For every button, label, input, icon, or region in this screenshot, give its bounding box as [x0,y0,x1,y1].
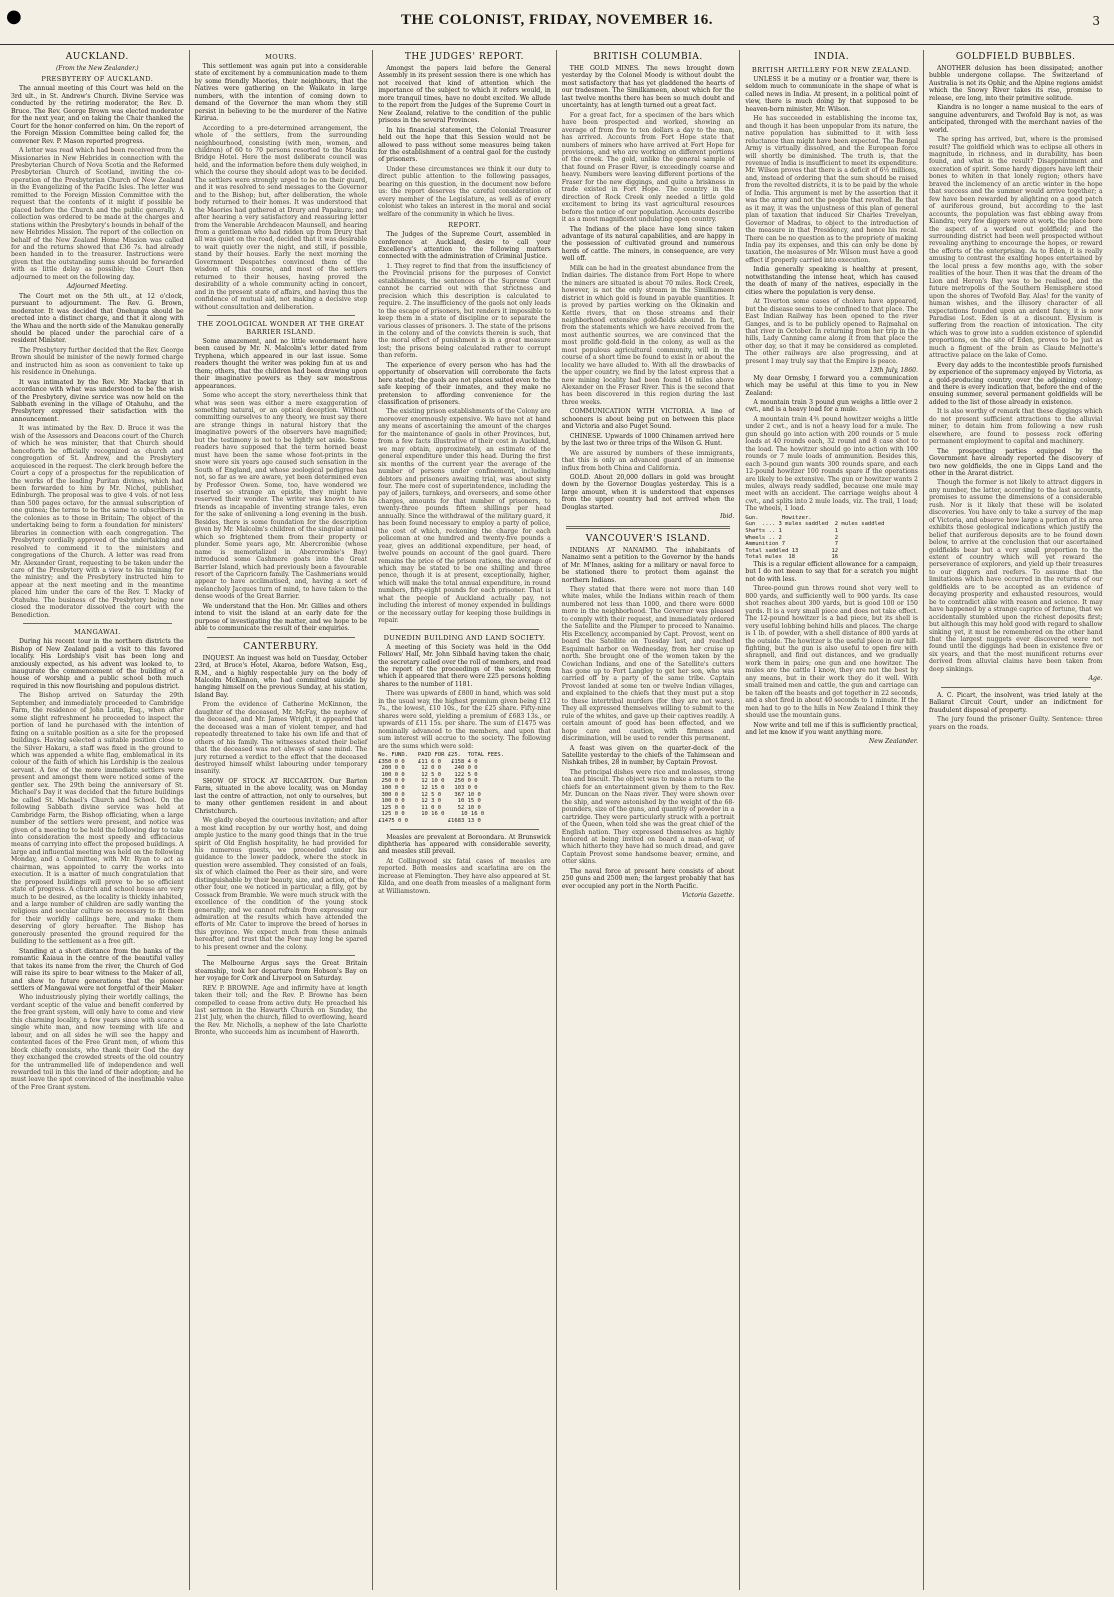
article-paragraph: Kiandra is no longer a name musical to the ears of sanguine adventurers, and Twofold Bay is not, as was anticipated, thronged with the merchant navies of the world. [928,104,1103,134]
mule-table-row: Shafts .. 1 1 [745,528,839,535]
masthead [0,0,1114,45]
newspaper-columns [6,50,1108,1590]
column-auckland [6,50,190,1590]
article-paragraph: The spring has arrived, but, where is the promised result? The goldfield which was to eclipse all others in magnitude, in richness, and in durability, has been found, and what is the result? Disappointment and execration of spirit. Some hardy diggers have left their bones to whiten in that lonely region; others have braved the inclemency of an arctic winter in the hope that success and the summer would arrive together; a few have been rewarded by alighting on a good patch of auriferous ground, but according to the last accounts, the population was fast ebbing away from Kiandra; very few diggers were at work; the place bore the aspect of a worked out goldfield; and the surrounding district had been well prospected without revealing anything to encourage the hopes, or reward the efforts of the enterprising. As to Eden, it is really amusing to contrast the exalting hopes entertained by the local press a few months ago, with the sober realities of the hour. Then it was that the dream of the Lion and Heron's Bay was to be realised, and the future metropolis of the Southern Hemisphere stood upon the shores of Twofold Bay. Alas! for the vanity of human wishes, and the illusory character of all expectations founded upon an ardent fancy, it is now Paradise Lost. Eden is at a discount. Elysium is suffering from the reaction of intoxication. The city which was to grow into a sudden existence of splendid proportions, on the site of Eden, proves to be just as much a figment of the brain as Claude Melnotte's attractive palace on the lake of Como. [928,136,1103,360]
article-paragraph: A meeting of this Society was held in the Odd Fellows' Hall, Mr. John Sibbald having taken the chair, the secretary called over the roll of members, and read the report of the proceedings of the society, from which it appeared that there were 225 persons holding shares to the number of 1181. [378,643,551,688]
article-paragraph: The Court met on the 5th ult., at 12 o'clock, pursuant to adjournment. The Rev. G. Brown, moderator. It was decided that Onehunga should be erected into a distinct charge, and that it along with the Whau and the north side of the Manukau generally should be placed under the parochial care of a resident Minister. [11,292,184,345]
article-paragraph: A mountain train 3 pound gun weighs a little over 2 cwt., and is a heavy load for a mule. [745,399,918,414]
share-table-row: 250 0 0 12 10 0 250 0 0 [378,778,478,785]
mule-table-row: Ammunition 7 7 [745,541,839,548]
section-source: (From the New Zealander.) [55,65,139,72]
article-paragraph: According to a pre-determined arrangement, the whole of the settlers, from the surrounding neighbourhood, consisting (with men, women, and children) of 60 to 70 persons resorted to the Mauku Bridge Hotel. Here the most deliberate council was held, and the information before them duly weighed, in which the course they should adopt was to be decided. The settlers were strongly urged to be on their guard, and it was resolved to send messages to the Governor and to the Bishop; but, after deliberation, the whole body returned to their homes. It was understood that the Maories had gathered at Drury and Papakura; and after hearing a very satisfactory and reassuring letter from the Venerable Archdeacon Maunsell, and hearing from a gentleman who had ridden up from Drury that all was quiet on the road, decided that it was desirable to wait quietly over the night, and still, if possible, stand by their houses. Early the next morning the Government Despatches convinced them of the wisdom of this course, and most of the settlers returned to their houses, having proved the desirability of a whole community acting in concert, and in the present state of affairs, and having thus the confidence of mutual aid, not making a decisive step without consultation and deliberation. [194,124,368,311]
article-paragraph: It was intimated by the Rev. Mr. Mackay that in accordance with what was understood to be the wish of the Presbytery, divine service was now held on the Sabbath evening in the village of Otahuhu, and the Presbytery expressed their satisfaction with the announcement. [11,378,184,423]
page-title: THE COLONIST, FRIDAY, NOVEMBER 16. [401,12,713,28]
article-paragraph: This settlement was again put into a considerable state of excitement by a communication made to them by some friendly Maories, their neighbours, that the Natives were gathering on the Waikato in large numbers, with the intention of coming down to demand of the Governor the man whom they still persist in believing to be the murderer of the Native Kirirua. [194,63,368,123]
article-paragraph: ANOTHER delusion has been dissipated; another bubble undergone collapse. The Switzerland of Australia is not its Ophir, and the Alpine regions amidst which the Snowy River takes its rise, promise to release, ere long, into their primitive solitude. [928,65,1103,102]
article-paragraph: From the evidence of Catherine McKinnon, the daughter of the deceased, Mr. McFay, the nephew of the deceased, and Mr. James Wright, it appeared that the deceased was a man of violent temper, and had repeatedly threatened to take his own life and that of others of his family. The witnesses stated their belief that the deceased was not always of sane mind. The jury returned a verdict to the effect that the deceased destroyed himself whilst labouring under temporary insanity. [194,701,368,776]
column-auckland-continued [190,50,374,1590]
article-paragraph: A. C. Picart, the insolvent, was tried lately at the Ballarat Circuit Court, under an indictment for fraudulent disposal of property. [928,691,1103,714]
article-paragraph: India generally speaking is healthy at present, notwithstanding the intense heat, which has caused the death of many of the natives, especially in the cities where the population is very dense. [745,266,918,296]
article-subheading: PRESBYTERY OF AUCKLAND. [41,75,154,84]
section-divider [23,623,172,624]
share-table-total: £1475 0 0 £1683 13 0 [378,817,481,824]
share-table-row: 100 0 0 12 3 0 10 15 0 [378,798,481,805]
share-table-row: 200 0 0 12 0 0 240 0 0 [378,765,478,772]
share-table-row: 125 0 0 11 0 0 52 10 0 [378,804,481,811]
article-paragraph: It is also worthy of remark that these diggings which do not present sufficient attractions to the alluvial miner, to detain him from following a new rush elsewhere, are found to possess rock offering permanent employment to capital and machinery. [928,408,1103,446]
article-paragraph: Standing at a short distance from the banks of the romantic Kaiaua in the centre of the beautiful valley that takes its name from the river, the Church of God will raise its spire to bear witness to the Maker of all, and shew to future generations that the pioneer settlers of Mangawai were not forgetful of their Maker. [11,947,184,993]
mule-table-row: Total saddled 13 12 [745,547,839,554]
article-credit: Victoria Gazette. [682,892,735,900]
section-heading: THE JUDGES' REPORT. [404,52,525,62]
article-paragraph: The naval force at present here consists of about 250 guns and 2500 men; the largest probably that has ever occupied any port in the North Pacific. [561,867,735,890]
article-paragraph: INDIANS AT NANAIMO. The inhabitants of Nanaimo sent a petition to the Governor by the hands of Mr. M'Innes, asking for a military or naval force to be stationed there to protect them against the northern Indians. [561,546,735,584]
section-heading: CANTERBURY. [243,641,319,652]
article-paragraph: It was intimated by the Rev. D. Bruce it was the wish of the Assessors and Deacons court of the Church of which he was minister, that that Church should henceforth be officially recognized as church and congregation of St. Andrew, and the Presbytery acquiesced in the request. The clerk brough before the Court a copy of a prospectus for the republication of the works of the leading Puritan divines, which had been forwarded to him by Mr. Nichol, publisher, Edinburgh. The proposal was to give 4 vols. of not less than 500 pages octavo, for the annual subscription of one guinea; the terms to be the same to subscribers in the colonies as to those in Britain; The object of the undertaking being to form a foundation for ministers' libraries in connection with each congregation. The Presbytery cordially approved of the undertaking and resolved to commend it to the ministers and congregations of the Church. A letter was read from Mr. Alexander Grant, requesting to be taken under the care of the Presbytery with a view to his training for the ministry; and the Presbytery instructed him to appear at the next meeting and in the meantime placed him under the care of the Rev. T. Macky of Otahuhu. The business of the Presbytery being now closed the moderator dissolved the court with the Benediction. [11,425,184,619]
article-paragraph: At Collingwood six fatal cases of measles are reported. Both measles and scarlatina are on the increase at Flemington. They have also appeared at St. Kilda, and one death from measles of a malignant form at Williamstown. [378,857,551,895]
article-paragraph: INQUEST. An inquest was held on Tuesday, October 23rd, at Bruce's Hotel, Akaroa, before Watson, Esq., R.M., and a highly respectable jury on the body of Malcolm McKinnon, who had committed suicide by hanging himself on the previous Sunday, at his station, Island Bay. [194,654,368,699]
article-paragraph: He has succeeded in establishing the income tax, and though it has been unpopular from its nature, the native population has submitted to it with less reluctance than might have been expected. The Bengal Army is virtually dissolved, and the European force will shortly be diminished. The truth is, that the revenue of India is insufficient to meet its expenditure. Mr. Wilson proves that there is a deficit of 6½ millions, and, instead of ordering that the sum should be raised from the revolted districts, it is to be paid by the whole of India. This argument is met by the assertion that it was the army and not the people that revolted. Be that as it may, it was the unjustness of this plan of general plan of taxation that induced Sir Charles Trevelyan, Governor of Madras, to object to the introduction of the measure in that Presidency, and hence his recal. There can be no question as to the propriety of making India pay its expenses, and this can only be done by taxation, the measures of Mr. Wilson must have a good effect if properly carried into execution. [745,115,918,264]
article-paragraph: The annual meeting of this Court was held on the 3rd ult., in St. Andrew's Church. Divine Service was conducted by the retiring moderator, the Rev. D. Bruce. The Rev. George Brown was elected moderator for the next year, and on taking the Chair thanked the Court for the honor conferred on him. On the report of the Foreign Mission Committee being called for, the convener Rev. P. Mason reported progress. [11,85,184,145]
article-paragraph: A mountain train 4⅗ pound howitzer weighs a little under 2 cwt., and is not a heavy load for a mule. The gun should go into action with 200 rounds or 5 mule loads at 40 rounds each, 32 round and 8 case shot to the load. The howitzer should go into action with 100 rounds or 7 mule loads of ammunition. Besides this, each 3-pound gun wants 300 rounds spare, and each 12-pound howitzer 100 rounds spare if the operations are likely to be extensive. The gun or howitzer wants 2 mules, always ready saddled, because one mule may meet with an accident. The carriage weighs about 4 cwt., and splits into 2 mule loads, viz. The trail, 1 load; The wheels, 1 load. [745,415,918,513]
article-paragraph: COMMUNICATION WITH VICTORIA. A line of schooners is about being put on between this place and Victoria and also Puget Sound. [561,408,735,431]
article-paragraph: 1. They regret to find that from the insufficiency of the Provincial prisons for the purposes of Convict establishments, the sentences of the Supreme Court cannot be carried out with that strictness and precision which this description is calculated to require. 2. The insufficiency of the gaols not only leads to the escape of prisoners, but renders it impossible to keep them in a state of discipline or to separate the various classes of prisoners. 3. The state of the prisons in the colony and of the convicts therein is such, that the moral effect of punishment is in a great measure lost; the prisons being calculated rather to corrupt than reform. [378,262,551,360]
article-heading: THE ZOOLOGICAL WONDER AT THE GREAT BARRIER ISLAND. [197,319,365,336]
section-heading: VANCOUVER'S ISLAND. [585,533,711,544]
section-divider [207,315,356,316]
article-subheading: Adjourned Meeting. [66,283,128,291]
article-paragraph: In his financial statement, the Colonial Treasurer held out the hope that this Session would not be allowed to pass without some measures being taken for the establishment of a central gaol for the custody of prisoners. [378,126,551,164]
article-paragraph: SHOW OF STOCK AT RICCARTON. Our Barton Farm, situated in the above locality, was on Monday last the centre of attraction, not only to ourselves, but to many other gentlemen resident in and about Christchurch. [194,777,368,815]
article-paragraph: During his recent tour in the northern districts the Bishop of New Zealand paid a visit to this favored locality. His Lordship's visit has been long and anxiously expected, as his advent was looked to, to inaugurate the commencement of the building of a house of worship and a public school both much required in this now flourishing and populous district. [11,638,184,690]
article-paragraph: Milk can be had in the greatest abundance from the Indian dairies. The distance from Fort Hope to where the miners are situated is about 70 miles. Rock Creek, however, is not the only stream in the Similkameen district in which gold is found in payable quantities. It is proved by parties working on the Okinakin and Kettle rivers, that on those streams and their neighborhood extensive gold-fields abound. In fact, from the statements which we have received from the most authentic sources, we are convinced that the most prolific gold-field in the colony, as well as the most populous agricultural community, will in the course of a short time be found to exist in or about the locality we have alluded to. With all the drawbacks of the upper country, we find by the latest express that a new mining locality had been found 16 miles above Alexander on the Fraser River. This is the second that has been discovered in this region during the last three weeks. [561,264,735,406]
article-paragraph: THE GOLD MINES. The news brought down yesterday by the Colonel Moody is without doubt the most satisfactory that has yet gladdened the hearts of our tradesmen. The Similkameen, about which for the last twelve months there has been so much doubt and uncertainty, has at length turned out a great fact. [561,65,735,110]
article-paragraph: The principal dishes were rice and molasses, strong tea and biscuit. The object was to make a return to the chiefs for an entertainment given by them to the Rev. Mr. Duncan on the Naas river. They were shown over the ship, and were astonished by the weight of the 68-pounders, size of the guns, and quantity of powder in a cartridge. They were particularly struck with a portrait of the Queen, when told she was the great chief of the English nation. They expressed themselves as highly honored at being invited on board a man-of-war, of which hitherto they have had so much dread, and gave Captain Provost some handsome beaver, ermine, and otter skins. [561,768,735,866]
section-heading: AUCKLAND. [65,52,129,62]
article-paragraph: REV. P. BROWNE. Age and infirmity have at length taken their toll; and the Rev. P. Browne has been compelled to cease from active duty. He preached his last sermon in the Hawarth Church on Sunday, the 21st July, when the church, filled to overflowing, heard the Rev. Mr. Nicholls, a nephew of the late Charlotte Bronte, who succeeds him as incumbent of Haworth. [194,984,368,1037]
section-divider [390,629,539,630]
share-table-row: 100 0 0 12 5 0 122 5 0 [378,771,478,778]
article-subheading: MOURS. [265,53,297,61]
article-subheading: BRITISH ARTILLERY FOR NEW ZEALAND. [751,66,912,74]
article-paragraph: The Indians of the place have long since taken advantage of its natural capabilities, and are happy in the possession of cultivated ground and numerous herds of cattle. The miners, in consequence, are very well off. [561,225,735,263]
article-paragraph: At Tiverton some cases of cholera have appeared, but the disease seems to be confined to that place. The East Indian Railway has been opened to the river Ganges, and is to be publicly opened to Rajmahal on that river in October. In returning from her trip in the hills, Lady Canning came along it from that place the other day, so that it may be considered as completed. The other railways are also progressing, and at present I may truly say that the Empire is peace. [745,298,918,365]
share-table-header: No. FUND. PAID FOR £25. TOTAL FEES. [378,751,505,758]
article-paragraph: Three-pound gun throws round shot very well to 800 yards, and sufficiently well to 900 yards. Its case shot reaches about 300 yards, but is good 100 or 150 yards. It is a very small piece and does not take effect. The 12-pound howitzer is a bad piece, but its shell is very useful lobbing behind hills and places. The charge is 1 lb. of powder, with a shell distance of 800 yards at the outside. The howitzer is the useful piece in our hill-fighting, but the gun is also useful to open fire with shrapnell, and find out distances, and we gradually work them in pairs; one gun and one howitzer. The mules are the cattle I know, they are not the best by any means, but in their work they do it well. With small trained men and cattle, the gun and carriage can be taken off the beasts and got together in 22 seconds, and a shot fired in about 40 seconds to 1 minute. If the men had to go to the hills in New Zealand I think they should use the mountain guns. [745,585,918,720]
article-paragraph: Some who accept the story, nevertheless think that what was seen was either a mere exaggeration of something natural, or an optical deception. Without committing ourselves to any theory, we must say there are strange things in natural history that the imaginative powers of the observers have magnified; but the testimony is not to be lightly set aside. Some readers have supposed that the term horned beast must have been the same whose foot-prints in the snow were six years ago caused such sensation in the South of England, and whose zoological pedigree has not, so far as we are aware, yet been determined even by Professor Owen. Some, too, have wondered we inserted so strange an epistle, they might have reserved their wonder. The writer was known to his friends as incapable of inventing strange tales, even for the sake of enlivening a long evening in the bush. Besides, there is some foundation for the description given by Mr. Malcolm's children of the singular animal which so frightened them from their property or plunder. Some years ago, Mr. Abercrombie (whose name is memorialized in Abercrombie's Bay) introduced some Cashmere goats into the Great Barrier Island, which had previously been a favourable resort of the Capricorn family. The Cashmerians would appear to have acclimatised, and, having a sort of melancholy Jacques turn of mind, to have taken to the dense woods of the Great Barrier. [194,392,368,601]
article-subheading: MANGAWAI. [74,628,121,637]
share-table-row: 125 0 0 10 16 0 10 16 0 [378,811,485,818]
section-divider [390,829,539,830]
article-paragraph: Now write and tell me if this is sufficiently practical, and let me know if you want anything more. [745,721,918,736]
ink-blot-icon: ● [6,6,22,27]
page-number: 3 [1092,14,1100,28]
article-paragraph: The Judges of the Supreme Court, assembled in conference at Auckland, desire to call your Excellency's attention to the following matters connected with the administration of Criminal Justice. [378,231,551,261]
column-judges-report [373,50,557,1590]
article-subheading: REPORT. [448,221,481,230]
section-heading: INDIA. [814,52,850,62]
article-paragraph: The existing prison establishments of the Colony are moreover enormously expensive. We have not at hand any means of ascertaining the amount of the charges for the maintenance of gaols in other Provinces, but, from a few facts illustrative of their cost in Auckland, we may obtain, approximately, an estimate of the general expenditure under this head. During the first six months of the current year the average of the number of persons under confinement, including debtors and prisoners awaiting trial, was about sixty four. The mere cost of superintendence, including the pay of jailers, turnkeys, and overseers, and some other charges, amounts for that number of prisoners, to twenty-three pounds fifteen shillings per head annually. Since the withdrawal of the military guard, it has been found necessary to employ a party of police, the cost of which, reckoning the charge for each policeman at one hundred and twenty-five pounds a year, gives an additional expenditure, per head, of twelve pounds on account of the gaol guard. There remains the price of the prison rations, the average of which may be stated to be one shilling and three pence, though it is at present, exceptionally, higher, which will make the total annual expenditure, in round numbers, fifty-eight pounds for each prisoner. That is what the people of Auckland actually pay, not including the interest of money expended in buildings or the necessary outlay for keeping those buildings in repair. [378,408,551,625]
article-credit: New Zealander. [868,738,918,746]
article-paragraph: Every day adds to the incontestible proofs furnished by experience of the supremacy enjoyed by Victoria, as a gold-producing country, over the adjoining colony; and there is every indication that, before the end of the ensuing summer, several permanent goldfields will be added to the list of those already in existence. [928,361,1103,406]
article-paragraph: Some amazement, and no little wonderment have been caused by Mr. N. Malcolm's letter dated from Tryphena, which appeared in our last issue. Some readers thought the writer was poking fun at us and them; others, that the children had been drawing upon their imaginative powers as they saw monstrous appearances. [194,337,368,390]
letter-date: 13th July, 1860. [869,367,918,375]
mule-table-header: Gun. Howitzer. [745,514,812,521]
article-paragraph: Amongst the papers laid before the General Assembly in its present session there is one which has not received that kind of attention which the importance of the subject to which it refers would, in more tranquil times, have no doubt excited. We allude to the report from the Judges of the Supreme Court in New Zealand, relative to the condition of the public prisons in the several Provinces. [378,65,551,125]
article-paragraph: There was upwards of £800 in hand, which was sold in the usual way, the highest premium given being £12 7s., the lowest, £10 10s., for the £25 share. Fifty-nine shares were sold, yielding a premium of £683 13s., or upwards of £11 15s. per share. The sum of £1475 was nominally advanced to the members, and upon that sum interest will accrue to the society. The following are the sums which were sold: [378,690,551,750]
article-paragraph: The Presbytery further decided that the Rev. George Brown should be minister of the newly formed charge and instructed him as soon as convenient to take up his residence in Onehunga. [11,346,184,377]
article-paragraph: For a great fact, for a specimen of the bars which have been prospected and worked, showing an average of from five to ten dollars a day to the man, has arrived. Accounts from Fort Hope state that numbers of miners who have arrived at Fort Hope for provisions, and who are working on different portions of the creek. The gold, unlike the general sample of that found on Fraser River, is exceedingly coarse and heavy. Numbers were leaving different portions of the Fraser for the new diggings, and quite a briskness in trade existed in Fort Hope. The country in the direction of Rock Creek only needed a little gold excitement to bring its vast agricultural resources before the notice of our population. Accounts describe it as a most magnificent undulating open country. [561,111,735,224]
article-paragraph: This is a regular efficient allowance for a campaign, but I do not mean to say that for a scratch you might not do with less. [745,560,918,583]
footnote: The Melbourne Argus says the Great Britain steamship, took her departure from Hobson's Bay on her voyage for Cork and Liverpool on Saturday. [194,960,368,983]
article-paragraph: The experience of every person who has had the opportunity of observation will corroborate the facts here stated; the gaols are not places suited even to the safe keeping of their inmates, and they make no pretension to affording convenience for the classification of prisoners. [378,361,551,407]
article-paragraph: GOLD. About 20,000 dollars in gold was brought down by the Governor Douglas yesterday. This is a large amount, when it is understood that expenses from the upper country had not arrived when the Douglas started. [561,474,735,511]
mule-table-row: Gun .... 3 mules saddled 2 mules saddled [745,521,885,528]
section-divider [207,955,356,956]
column-goldfield-bubbles [924,50,1108,1590]
article-paragraph: They stated that there were not more than 140 white males, while the Indians within reach of them numbered not less than 1000, and there were 6000 more in the neighborhood. The Governor was pleased to comply with their request, and immediately ordered the Satellite and the Plumper to proceed to Nanaimo. His Excellency, accompanied by Capt. Provost, went on board the Satellite on Tuesday last, and reached Esquimalt harbor on Wednesday, from her cruise up north. She brought one of the women taken by the Cowichan Indians, and one of the Satellite's cutters has gone up to Fort Langley to get her son, who was carried off by a party of the same tribe. Captain Provost landed at some ten or twelve Indian villages, and explained to the chiefs that they must put a stop to these intertribal murders (for they are not wars). They all expressed themselves willing to submit to the rule of the whites, and gave up their captives readily. A certain amount of good has been effected, and we hope care and caution, with firmness and discrimination, will be used to render this permanent. [561,586,735,743]
share-table-row: 300 0 0 12 5 0 367 10 0 [378,791,481,798]
share-table-row: 100 0 0 12 15 0 103 0 0 [378,784,478,791]
article-paragraph: Measles are prevalent at Boroondara. At Brunswick diphtheria has appeared with considerable severity, and measles still prevail. [378,833,551,856]
section-heading: GOLDFIELD BUBBLES. [955,52,1076,62]
article-paragraph: My dear Ormsby, I forward you a communication which may be useful at this time to you in New Zealand: [745,374,918,397]
column-india [740,50,924,1590]
article-paragraph: Who industriously plying their worldly callings, the verdant sceptic of the value and benefit conferred by the free grant system, will only have to come and view this charming locality, a few years since with scarce a single white man, and now teeming with life and labour, and on all sides he will see the happy and contented faces of the Free Grant men, of whom this block chiefly consists, who thank their God the day they exchanged the crowded streets of the old country for the untrammelled life of independence and well rewarded toil in this the land of their adoption; and he must leave the spot convinced of the inestimable value of the Free Grant system. [11,994,184,1091]
article-credit: Ibid. [720,513,735,521]
column-british-columbia [557,50,741,1590]
article-paragraph: A letter was read which had been received from the Missionaries in New Hebrides in connection with the Presbyterian Church of Nova Scotia and the Reformed Presbyterian Church of Scotland, inviting the co-operation of the Presbyterian Church of New Zealand in the Evangelizing of the Pacific Isles. The letter was remitted to the Foreign Mission Committee with the request that the contents of it might if possible be placed before the Church and the public generally. A collection was ordered to be made at the charges and stations within the Presbytery's bounds in behalf of the new Hebrides Mission. The report of the collection on behalf of the New Zealand Home Mission was called for and the returns showed that £36 7s. had already been handed in to the treasurer. Instructions were given that the outstanding sums should be forwarded with as little delay as possible; the Court then adjourned to meet on the following day. [11,147,184,281]
article-paragraph: Under these circumstances we think it our duty to direct public attention to the following passages, bearing on this question, in the document now before us: the report deserves the careful consideration of every member of the Legislature, as well as of every colonist who takes an interest in the moral and social welfare of the community in which he lives. [378,165,551,218]
section-divider [941,687,1091,688]
article-paragraph: CHINESE. Upwards of 1000 Chinamen arrived here by the last two or three trips of the Wilson G. Hunt. [561,432,735,448]
article-paragraph: We gladly obeyed the courteous invitation; and after a most kind reception by our worthy host, and doing ample justice to the many good things that in the true spirit of Old English hospitality, he had provided for his numerous guests, we proceeded under his guidance to the lower paddock, where the stock in question were assembled. They consisted of an foals, six of which claimed the Peer as their sire, and were distinguishable by their beauty, size, and action, of the other four, one we noticed in particular, a filly, got by Cossack from Bramble. We were much struck with the excellence of the condition of the young stock generally; and we cannot refrain from expressing our admiration at the results which have attended the efforts of Mr. Cater to improve the breed of horses in this province. We expect much from these animals hereafter, and trust that the Peer may long be spared to his present owner and the colony. [194,817,368,951]
article-paragraph: A feast was given on the quarter-deck of the Satellite yesterday to the chiefs of the Tahimsean and Nishkah tribes, 28 in number, by Captain Provost. [561,744,735,767]
article-paragraph: We understand that the Hon. Mr. Gillies and others intend to visit the island at an early date for the purpose of investigating the matter, and we hope to be able to communicate the result of their enquiries. [194,602,368,633]
article-paragraph: Though the former is not likely to attract diggers in any number, the latter, according to the last accounts, promises to assume the dimensions of a considerable rush. Nor is it likely that these will be isolated discoveries. You have only to take a survey of the map of Victoria, and observe how large a portion of its area exhibits those geological indications which justify the belief that auriferous deposits are to be found down below, to arrive at the conclusion that our ascertained goldfields bear but a very small proportion to the extent of country which will yet reward the perseverance of explorers, and yield up their treasures to our diggers and reefers. To assume that the limitations which have occurred in the returns of our goldfields are to be accepted as an evidence of decaying prosperity and exhausted resources, would be to contradict alike with reason and science. It may have happened by a strange caprice of fortune, that we accidentally stumbled upon the richest deposits first; but although this may hold good with regard to shallow sinking yet, it must be remembered on the other hand that the largest nuggets ever discovered were not found until the diggings had been in existence five or six years, and that the most munificent returns ever derived from alluvial claims have been taken from deep sinkings. [928,479,1103,673]
article-paragraph: We are assured by numbers of these immigrants, that this is only an advanced guard of an immense influx from both China and California. [561,449,735,472]
share-table-row: £350 0 0 £11 6 0 £158 4 0 [378,758,478,765]
mule-table-row: Wheels .. 2 2 [745,534,839,541]
section-divider [207,637,356,638]
article-credit: Age. [1088,675,1103,683]
article-paragraph: The jury found the prisoner Guilty. Sentence: three years on the roads. [928,716,1103,731]
article-paragraph: UNLESS it be a mutiny or a frontier war, there is seldom much to communicate in the shape of what is called news in India. At present, in a political point of view, there is much doing by that supposed to be heaven-born minister, Mr. Wilson. [745,76,918,113]
article-heading: DUNEDIN BUILDING AND LAND SOCIETY. [383,633,546,642]
mule-table-row: Total mules 18 16 [745,554,839,561]
section-divider [566,526,731,529]
article-paragraph: The Bishop arrived on Saturday the 29th September, and immediately proceeded to Cambridge Farm, the residence of John Lutin, Esq., when after some slight refreshment he proceeded to inspect the portion of land he purchased with the intention of fixing on a suitable position as a site for the proposed buildings. Having selected a suitable position close to the Silver Hakaru, a staff was fixed in the ground to which was appended a white flag, emblematical in its colour of the faith of which his Lordship is the zealous servant. A few of the more immediate settlers were present and amongst them were noticed some of the gentler sex. The 29th being the anniversary of St. Michael's Day it was decided that the future buildings be called St. Michael's Church and School. On the following Sabbath divine service was held at Cambridge Farm, the Bishop officiating, when a large number of the settlers were present, and notice was given of a meeting to be held the following day to take into consideration the most speedy and efficacious means of carrying into effect the proposed buildings. A large and influential meeting was held on the following Monday, and a Committee, with Mr. Ryan to act as chairman, was appointed to carry the works into execution. It is a matter of much congratulation that the proposed buildings will prove to be so efficient state of progress. A church and school house are very much to be desired, as the locality is thickly inhabited, and a large number of children are sadly wanting the religious and secular culture so necessary to fit them for their worldly callings here, and make them deserving of glory hereafter. The Bishop has generously presented the ground required for the building to the settlement as a free gift. [11,692,184,946]
article-paragraph: The prospecting parties equipped by the Government have already reported the discovery of two new goldfields, the one in Gipps Land and the other in the Ararat district. [928,447,1103,478]
section-heading: BRITISH COLUMBIA. [593,52,703,62]
